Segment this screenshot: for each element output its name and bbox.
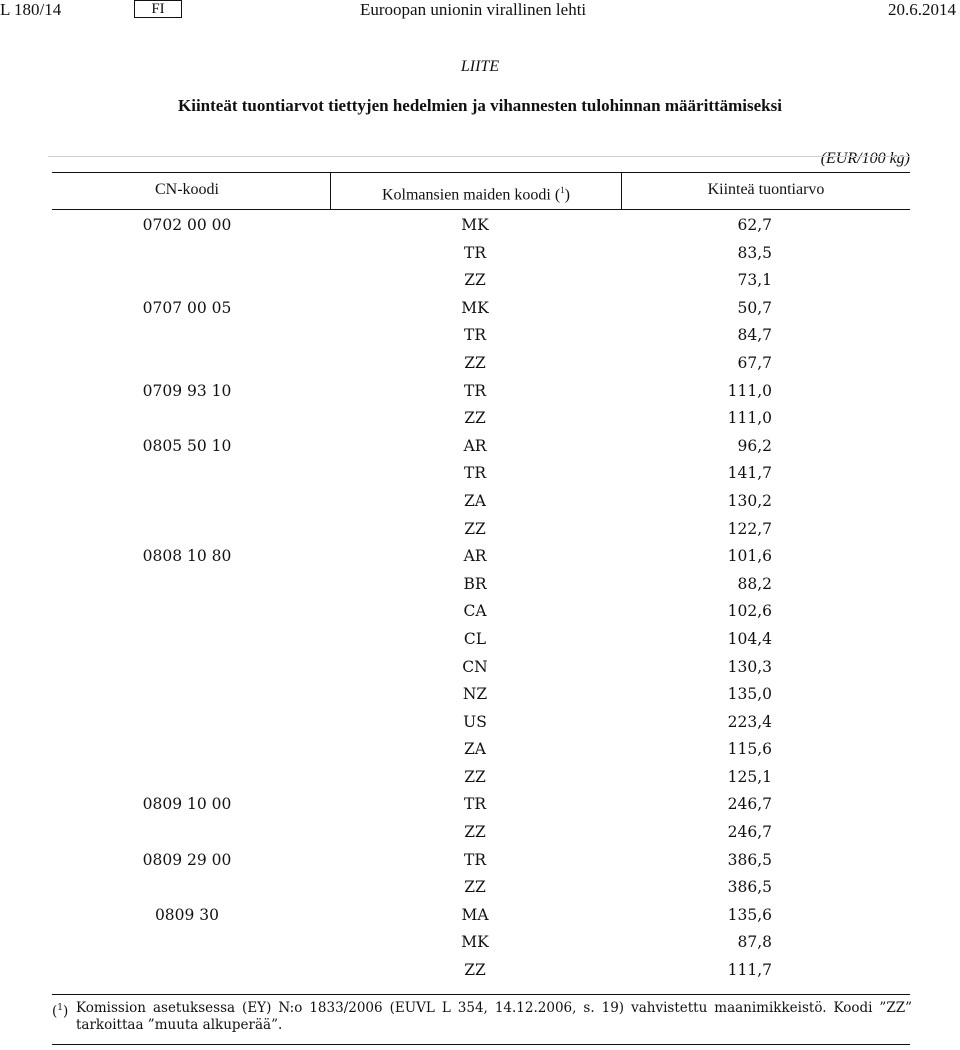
table-row [52, 736, 910, 764]
country-code-cell: ZZ [464, 878, 486, 897]
table-row [52, 681, 910, 709]
import-value-cell: 83,5 [737, 243, 772, 262]
country-code-cell: CL [463, 629, 487, 648]
table-row [52, 267, 910, 295]
country-code-cell: ZZ [464, 823, 486, 842]
import-value-cell: 386,5 [727, 878, 772, 897]
country-code-cell: ZZ [464, 353, 486, 372]
table-row [52, 957, 910, 985]
table-row [52, 488, 910, 516]
footnote-marker [52, 1000, 68, 1021]
table-row [52, 433, 910, 461]
cn-code-cell: 0709 93 10 [142, 381, 232, 400]
country-code-cell: AR [463, 547, 487, 566]
table-row [52, 350, 910, 378]
import-value-cell: 223,4 [727, 712, 772, 731]
import-value-cell: 125,1 [727, 767, 772, 786]
table-row [52, 295, 910, 323]
column-header-country-code [330, 173, 622, 209]
country-code-cell: ZZ [464, 519, 486, 538]
footnote-text: Komission asetuksessa (EY) N:o 1833/2006 (EUVL L 354, 14.12.2006, s. 19) vahvistettu maanimikkeistö. Koodi ”ZZ” tarkoittaa ”muuta alkuperää”. [76, 1000, 912, 1033]
publication-date: 20.6.2014 [888, 0, 956, 19]
country-code-cell: US [463, 712, 487, 731]
country-code-cell: ZA [464, 491, 486, 510]
import-value-cell: 111,0 [727, 381, 772, 400]
table-row [52, 929, 910, 957]
journal-title: Euroopan unionin virallinen lehti [360, 0, 587, 19]
table-row [52, 847, 910, 875]
document-title: Kiinteät tuontiarvot tiettyjen hedelmien ja vihannesten tulohinnan määrittämiseksi [178, 96, 782, 115]
top-rule [48, 156, 910, 157]
table-row [52, 709, 910, 737]
table-row [52, 516, 910, 544]
country-code-cell: ZZ [464, 961, 486, 980]
footnote-bottom-rule [52, 1044, 910, 1045]
country-header-close: ) [564, 186, 570, 204]
import-value-cell: 130,3 [727, 657, 772, 676]
import-value-cell: 386,5 [727, 850, 772, 869]
cn-code-cell: 0702 00 00 [142, 216, 232, 234]
cn-code-cell: 0808 10 80 [142, 547, 232, 566]
language-badge: FI [134, 0, 182, 18]
cn-code-cell: 0805 50 10 [142, 436, 232, 455]
import-value-cell: 135,0 [727, 685, 772, 704]
country-code-cell: TR [463, 850, 486, 869]
country-code-cell: TR [463, 243, 486, 262]
table-row [52, 902, 910, 930]
table-row [52, 460, 910, 488]
column-header-import-value: Kiinteä tuontiarvo [707, 181, 825, 198]
table-row [52, 322, 910, 350]
import-value-cell: 246,7 [727, 823, 772, 842]
country-code-cell: BR [463, 574, 487, 593]
import-value-cell: 67,7 [737, 353, 772, 372]
annex-label: LIITE [460, 58, 500, 75]
table-row [52, 543, 910, 571]
country-code-cell: CN [462, 657, 488, 676]
footnote-marker-number: 1 [57, 1003, 64, 1013]
table-row [52, 791, 910, 819]
country-code-cell: TR [463, 326, 486, 345]
country-code-cell: ZA [464, 740, 486, 759]
import-value-cell: 88,2 [737, 574, 772, 593]
table-body [52, 212, 910, 985]
footnote-marker-close: ) [63, 1003, 69, 1020]
table-row [52, 654, 910, 682]
import-value-cell: 141,7 [727, 464, 772, 483]
import-value-cell: 115,6 [727, 740, 772, 759]
table-row [52, 405, 910, 433]
import-value-cell: 122,7 [727, 519, 772, 538]
table-row [52, 240, 910, 268]
import-value-cell: 96,2 [737, 436, 772, 455]
unit-label: (EUR/100 kg) [820, 150, 910, 167]
import-value-cell: 135,6 [727, 905, 772, 924]
country-header-text: Kolmansien maiden koodi ( [381, 186, 561, 204]
country-code-cell: AR [463, 436, 487, 455]
import-value-cell: 104,4 [727, 629, 772, 648]
country-code-cell: TR [463, 795, 486, 814]
country-code-cell: CA [463, 602, 487, 621]
footnote-reference: 1 [560, 185, 565, 195]
import-value-cell: 62,7 [737, 216, 772, 234]
import-value-cell: 102,6 [727, 602, 772, 621]
cn-code-cell: 0809 29 00 [142, 850, 232, 869]
table-row [52, 626, 910, 654]
table-row [52, 874, 910, 902]
table-row [52, 571, 910, 599]
table-row [52, 764, 910, 792]
country-code-cell: ZZ [464, 271, 486, 290]
footnote-marker-open: ( [52, 1003, 58, 1020]
cn-code-cell: 0809 10 00 [142, 795, 232, 814]
country-code-cell: MK [461, 933, 489, 952]
table-row [52, 378, 910, 406]
table-header [52, 172, 910, 210]
cn-code-cell: 0809 30 [154, 905, 220, 924]
import-value-cell: 50,7 [737, 298, 772, 317]
table-bottom-rule [52, 994, 910, 995]
country-code-cell: ZZ [464, 767, 486, 786]
country-code-cell: NZ [462, 685, 488, 704]
import-value-cell: 111,0 [727, 409, 772, 428]
import-value-cell: 246,7 [727, 795, 772, 814]
footnote [52, 1000, 912, 1034]
import-value-cell: 84,7 [737, 326, 772, 345]
table-row [52, 212, 910, 240]
import-value-cell: 101,6 [727, 547, 772, 566]
import-value-cell: 87,8 [737, 933, 772, 952]
country-code-cell: ZZ [464, 409, 486, 428]
import-value-cell: 130,2 [727, 491, 772, 510]
page-header [0, 0, 960, 22]
country-code-cell: MK [461, 216, 489, 234]
import-value-cell: 73,1 [737, 271, 772, 290]
column-header-cn-code: CN-koodi [155, 181, 219, 198]
page-reference: L 180/14 [0, 0, 62, 19]
country-code-cell: TR [463, 464, 486, 483]
table-row [52, 598, 910, 626]
cn-code-cell: 0707 00 05 [142, 298, 232, 317]
country-code-cell: MA [461, 905, 489, 924]
import-value-cell: 111,7 [727, 961, 772, 980]
country-code-cell: TR [463, 381, 486, 400]
country-code-cell: MK [461, 298, 489, 317]
table-row [52, 819, 910, 847]
